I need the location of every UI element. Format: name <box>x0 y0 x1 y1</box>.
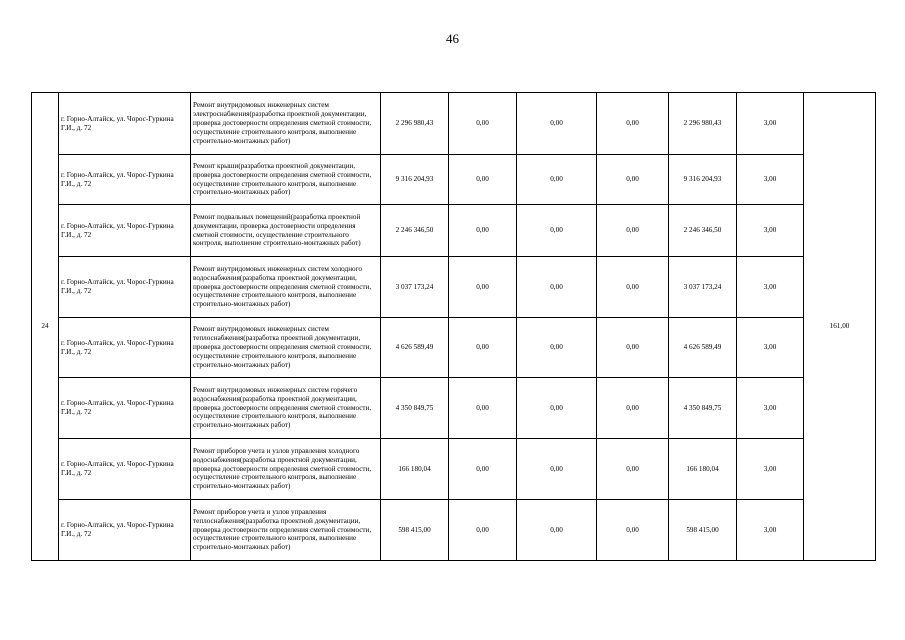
total-cost-cell: 4 626 589,49 <box>381 318 449 378</box>
table-row <box>32 378 876 439</box>
value-cell: 0,00 <box>517 257 597 318</box>
rate-cell: 3,00 <box>737 257 804 318</box>
value-cell: 0,00 <box>449 257 517 318</box>
value-cell: 0,00 <box>517 439 597 500</box>
value-cell: 0,00 <box>597 93 669 155</box>
value-cell: 0,00 <box>517 318 597 378</box>
address-cell: г. Горно-Алтайск, ул. Чорос-Гуркина Г.И., д. 72 <box>59 257 191 318</box>
address-cell: г. Горно-Алтайск, ул. Чорос-Гуркина Г.И., д. 72 <box>59 205 191 257</box>
rate-cell: 3,00 <box>737 155 804 205</box>
fund-cost-cell: 598 415,00 <box>669 500 737 561</box>
value-cell: 0,00 <box>597 205 669 257</box>
value-cell: 0,00 <box>449 205 517 257</box>
fund-cost-cell: 2 246 346,50 <box>669 205 737 257</box>
work-description-cell: Ремонт подвальных помещений(разработка проектной документации, проверка достоверности определения сметной стоимости, осуществление строительного контроля, выполнение строительно-монтажных работ) <box>191 205 381 257</box>
rate-cell: 3,00 <box>737 378 804 439</box>
address-cell: г. Горно-Алтайск, ул. Чорос-Гуркина Г.И., д. 72 <box>59 93 191 155</box>
page-number: 46 <box>446 31 459 46</box>
value-cell: 0,00 <box>449 318 517 378</box>
address-cell: г. Горно-Алтайск, ул. Чорос-Гуркина Г.И., д. 72 <box>59 439 191 500</box>
value-cell: 0,00 <box>517 93 597 155</box>
work-description-cell: Ремонт приборов учета и узлов управления теплоснабжения(разработка проектной документации, проверка достоверности определения сметной стоимости, осуществление строительного контроля, выполнение строительно-монтажных работ) <box>191 500 381 561</box>
value-cell: 0,00 <box>449 93 517 155</box>
address-cell: г. Горно-Алтайск, ул. Чорос-Гуркина Г.И., д. 72 <box>59 500 191 561</box>
table-row <box>32 205 876 257</box>
value-cell: 0,00 <box>597 318 669 378</box>
group-number: 24 <box>32 93 59 561</box>
table-row <box>32 439 876 500</box>
rate-cell: 3,00 <box>737 439 804 500</box>
total-cost-cell: 4 350 849,75 <box>381 378 449 439</box>
fund-cost-cell: 166 180,04 <box>669 439 737 500</box>
work-description-cell: Ремонт внутридомовых инженерных систем холодного водоснабжения(разработка проектной документации, проверка достоверности определения сметной стоимости, осуществление строительного контроля, выполнение строительно-монтажных работ) <box>191 257 381 318</box>
value-cell: 0,00 <box>449 439 517 500</box>
value-cell: 0,00 <box>597 378 669 439</box>
value-cell: 0,00 <box>517 205 597 257</box>
total-cost-cell: 598 415,00 <box>381 500 449 561</box>
table-row <box>32 257 876 318</box>
table-row <box>32 318 876 378</box>
rate-cell: 3,00 <box>737 205 804 257</box>
fund-cost-cell: 2 296 980,43 <box>669 93 737 155</box>
total-cost-cell: 9 316 204,93 <box>381 155 449 205</box>
value-cell: 0,00 <box>517 500 597 561</box>
group-total: 161,00 <box>804 93 876 561</box>
value-cell: 0,00 <box>517 378 597 439</box>
work-description-cell: Ремонт внутридомовых инженерных систем теплоснабжения(разработка проектной документации, проверка достоверности определения сметной стоимости, осуществление строительного контроля, выполнение строительно-монтажных работ) <box>191 318 381 378</box>
fund-cost-cell: 4 350 849,75 <box>669 378 737 439</box>
total-cost-cell: 2 246 346,50 <box>381 205 449 257</box>
value-cell: 0,00 <box>517 155 597 205</box>
value-cell: 0,00 <box>597 257 669 318</box>
total-cost-cell: 2 296 980,43 <box>381 93 449 155</box>
table-row <box>32 155 876 205</box>
address-cell: г. Горно-Алтайск, ул. Чорос-Гуркина Г.И., д. 72 <box>59 378 191 439</box>
value-cell: 0,00 <box>449 500 517 561</box>
fund-cost-cell: 4 626 589,49 <box>669 318 737 378</box>
table-row <box>32 93 876 155</box>
rate-cell: 3,00 <box>737 318 804 378</box>
address-cell: г. Горно-Алтайск, ул. Чорос-Гуркина Г.И., д. 72 <box>59 155 191 205</box>
rate-cell: 3,00 <box>737 93 804 155</box>
table-row <box>32 500 876 561</box>
address-cell: г. Горно-Алтайск, ул. Чорос-Гуркина Г.И., д. 72 <box>59 318 191 378</box>
total-cost-cell: 3 037 173,24 <box>381 257 449 318</box>
work-description-cell: Ремонт внутридомовых инженерных систем электроснабжения(разработка проектной документации, проверка достоверности определения сметной стоимости, осуществление строительного контроля, выполнение строительно-монтажных работ) <box>191 93 381 155</box>
works-table <box>31 92 876 561</box>
value-cell: 0,00 <box>449 378 517 439</box>
value-cell: 0,00 <box>597 500 669 561</box>
fund-cost-cell: 9 316 204,93 <box>669 155 737 205</box>
fund-cost-cell: 3 037 173,24 <box>669 257 737 318</box>
value-cell: 0,00 <box>449 155 517 205</box>
work-description-cell: Ремонт приборов учета и узлов управления холодного водоснабжения(разработка проектной документации, проверка достоверности определения сметной стоимости, осуществление строительного контроля, выполнение строительно-монтажных работ) <box>191 439 381 500</box>
value-cell: 0,00 <box>597 155 669 205</box>
rate-cell: 3,00 <box>737 500 804 561</box>
total-cost-cell: 166 180,04 <box>381 439 449 500</box>
value-cell: 0,00 <box>597 439 669 500</box>
work-description-cell: Ремонт крыши(разработка проектной документации, проверка достоверности определения сметной стоимости, осуществление строительного контроля, выполнение строительно-монтажных работ) <box>191 155 381 205</box>
work-description-cell: Ремонт внутридомовых инженерных систем горячего водоснабжения(разработка проектной документации, проверка достоверности определения сметной стоимости, осуществление строительного контроля, выполнение строительно-монтажных работ) <box>191 378 381 439</box>
